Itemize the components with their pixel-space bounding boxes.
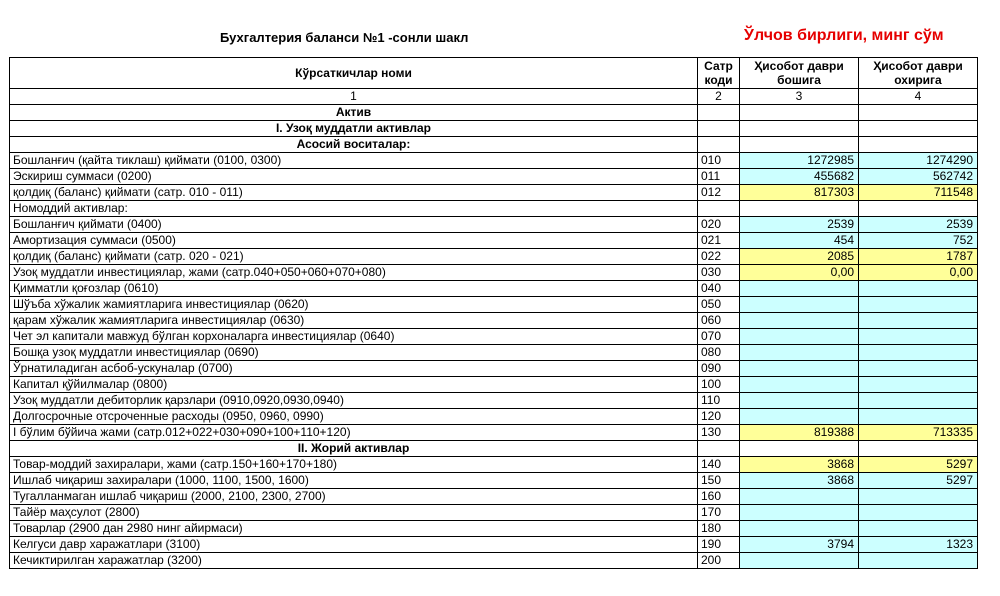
row-value-end: 562742	[859, 169, 978, 185]
table-row	[10, 377, 978, 393]
table-row	[10, 361, 978, 377]
row-value-start: 3868	[740, 473, 859, 489]
row-name: Долгосрочные отсроченные расходы (0950, 0960, 0990)	[10, 409, 698, 425]
row-value-end: 1274290	[859, 153, 978, 169]
row-code: 060	[698, 313, 740, 329]
row-value-start	[740, 521, 859, 537]
row-name: Номоддий активлар:	[10, 201, 698, 217]
row-value-end	[859, 377, 978, 393]
row-code: 120	[698, 409, 740, 425]
row-name: I. Узоқ муддатли активлар	[10, 121, 698, 137]
table-row	[10, 473, 978, 489]
row-value-start	[740, 105, 859, 121]
row-value-end	[859, 329, 978, 345]
row-value-start	[740, 329, 859, 345]
row-name: Товарлар (2900 дан 2980 нинг айирмаси)	[10, 521, 698, 537]
table-row	[10, 329, 978, 345]
row-value-start	[740, 281, 859, 297]
row-code	[698, 201, 740, 217]
row-code: 050	[698, 297, 740, 313]
row-code: 090	[698, 361, 740, 377]
row-code: 180	[698, 521, 740, 537]
table-row	[10, 105, 978, 121]
row-code: 140	[698, 457, 740, 473]
row-value-end: 711548	[859, 185, 978, 201]
row-name: Эскириш суммаси (0200)	[10, 169, 698, 185]
row-value-start	[740, 505, 859, 521]
column-number-4: 4	[859, 89, 978, 105]
row-name: қарам хўжалик жамиятларига инвестициялар (0630)	[10, 313, 698, 329]
row-name: Чет эл капитали мавжуд бўлган корхоналарга инвестициялар (0640)	[10, 329, 698, 345]
table-row	[10, 169, 978, 185]
row-code: 080	[698, 345, 740, 361]
row-value-end	[859, 281, 978, 297]
row-value-end	[859, 361, 978, 377]
row-name: Кечиктирилган харажатлар (3200)	[10, 553, 698, 569]
row-name: Амортизация суммаси (0500)	[10, 233, 698, 249]
column-number-row	[10, 89, 978, 105]
row-value-end: 752	[859, 233, 978, 249]
balance-sheet-table	[9, 57, 978, 569]
row-code: 200	[698, 553, 740, 569]
row-name: Узоқ муддатли инвестициялар, жами (сатр.040+050+060+070+080)	[10, 265, 698, 281]
header-name: Кўрсаткичлар номи	[10, 58, 698, 89]
table-row	[10, 121, 978, 137]
row-name: Ишлаб чиқариш захиралари (1000, 1100, 1500, 1600)	[10, 473, 698, 489]
row-code: 010	[698, 153, 740, 169]
row-value-end	[859, 121, 978, 137]
row-code: 040	[698, 281, 740, 297]
row-value-end	[859, 201, 978, 217]
row-value-start	[740, 553, 859, 569]
table-row	[10, 249, 978, 265]
table-row	[10, 313, 978, 329]
row-value-start: 819388	[740, 425, 859, 441]
row-value-start	[740, 121, 859, 137]
row-value-end: 2539	[859, 217, 978, 233]
row-value-start	[740, 441, 859, 457]
row-name: II. Жорий активлар	[10, 441, 698, 457]
row-name: Келгуси давр харажатлари (3100)	[10, 537, 698, 553]
header-code: Сатр коди	[698, 58, 740, 89]
row-value-start	[740, 345, 859, 361]
row-name: Тугалланмаган ишлаб чиқариш (2000, 2100, 2300, 2700)	[10, 489, 698, 505]
column-number-1: 1	[10, 89, 698, 105]
row-name: Товар-моддий захиралари, жами (сатр.150+160+170+180)	[10, 457, 698, 473]
header-end: Ҳисобот даври охирига	[859, 58, 978, 89]
row-code: 021	[698, 233, 740, 249]
row-value-end: 1323	[859, 537, 978, 553]
row-name: I бўлим бўйича жами (сатр.012+022+030+090+100+110+120)	[10, 425, 698, 441]
row-name: қолдиқ (баланс) қиймати (сатр. 020 - 021)	[10, 249, 698, 265]
table-row	[10, 297, 978, 313]
row-value-start	[740, 393, 859, 409]
row-name: Бошланғич (қайта тиклаш) қиймати (0100, 0300)	[10, 153, 698, 169]
table-row	[10, 457, 978, 473]
row-value-start	[740, 489, 859, 505]
row-value-start	[740, 201, 859, 217]
row-value-end	[859, 489, 978, 505]
row-code: 070	[698, 329, 740, 345]
row-code	[698, 105, 740, 121]
row-name: Асосий воситалар:	[10, 137, 698, 153]
table-row	[10, 409, 978, 425]
row-value-start: 455682	[740, 169, 859, 185]
row-value-end	[859, 345, 978, 361]
table-row	[10, 201, 978, 217]
row-code: 012	[698, 185, 740, 201]
row-name: қолдиқ (баланс) қиймати (сатр. 010 - 011)	[10, 185, 698, 201]
table-row	[10, 441, 978, 457]
table-row	[10, 489, 978, 505]
table-row	[10, 345, 978, 361]
row-code: 170	[698, 505, 740, 521]
row-value-start: 0,00	[740, 265, 859, 281]
row-name: Бошланғич қиймати (0400)	[10, 217, 698, 233]
column-number-3: 3	[740, 89, 859, 105]
row-value-end: 0,00	[859, 265, 978, 281]
table-row	[10, 137, 978, 153]
row-value-start: 2539	[740, 217, 859, 233]
row-name: Актив	[10, 105, 698, 121]
row-name: Капитал қўйилмалар (0800)	[10, 377, 698, 393]
row-name: Қимматли қоғозлар (0610)	[10, 281, 698, 297]
row-value-start: 3868	[740, 457, 859, 473]
row-code: 160	[698, 489, 740, 505]
row-value-start: 1272985	[740, 153, 859, 169]
row-name: Ўрнатиладиган асбоб-ускуналар (0700)	[10, 361, 698, 377]
table-row	[10, 553, 978, 569]
row-value-start	[740, 377, 859, 393]
row-code: 022	[698, 249, 740, 265]
row-value-end	[859, 441, 978, 457]
row-value-start	[740, 313, 859, 329]
column-number-2: 2	[698, 89, 740, 105]
row-value-end: 5297	[859, 473, 978, 489]
table-row	[10, 505, 978, 521]
row-value-end	[859, 313, 978, 329]
row-code: 190	[698, 537, 740, 553]
row-value-start: 817303	[740, 185, 859, 201]
row-value-end: 1787	[859, 249, 978, 265]
row-value-start: 2085	[740, 249, 859, 265]
row-value-start: 3794	[740, 537, 859, 553]
table-row	[10, 425, 978, 441]
table-row	[10, 233, 978, 249]
row-value-end	[859, 553, 978, 569]
row-value-start	[740, 361, 859, 377]
table-row	[10, 537, 978, 553]
row-value-end	[859, 137, 978, 153]
form-title: Бухгалтерия баланси №1 -сонли шакл	[220, 30, 469, 45]
table-row	[10, 217, 978, 233]
row-code	[698, 441, 740, 457]
row-code	[698, 121, 740, 137]
table-row	[10, 281, 978, 297]
table-body	[10, 105, 978, 569]
table-row	[10, 185, 978, 201]
row-value-end: 5297	[859, 457, 978, 473]
row-value-end	[859, 521, 978, 537]
table-row	[10, 393, 978, 409]
row-value-end	[859, 409, 978, 425]
row-value-start: 454	[740, 233, 859, 249]
row-value-start	[740, 137, 859, 153]
row-code: 020	[698, 217, 740, 233]
row-code: 030	[698, 265, 740, 281]
header-row	[10, 58, 978, 89]
row-name: Тайёр маҳсулот (2800)	[10, 505, 698, 521]
row-code: 011	[698, 169, 740, 185]
row-name: Узоқ муддатли дебиторлик қарзлари (0910,0920,0930,0940)	[10, 393, 698, 409]
row-value-end	[859, 505, 978, 521]
row-code: 130	[698, 425, 740, 441]
row-value-start	[740, 297, 859, 313]
header-start: Ҳисобот даври бошига	[740, 58, 859, 89]
table-row	[10, 521, 978, 537]
row-value-end	[859, 393, 978, 409]
row-value-end	[859, 105, 978, 121]
row-value-end	[859, 297, 978, 313]
row-value-start	[740, 409, 859, 425]
row-value-end: 713335	[859, 425, 978, 441]
row-name: Бошқа узоқ муддатли инвестициялар (0690)	[10, 345, 698, 361]
row-code: 110	[698, 393, 740, 409]
row-code: 150	[698, 473, 740, 489]
row-code: 100	[698, 377, 740, 393]
row-name: Шўъба хўжалик жамиятларига инвестициялар (0620)	[10, 297, 698, 313]
table-row	[10, 265, 978, 281]
unit-label: Ўлчов бирлиги, минг сўм	[744, 27, 944, 44]
row-code	[698, 137, 740, 153]
table-row	[10, 153, 978, 169]
